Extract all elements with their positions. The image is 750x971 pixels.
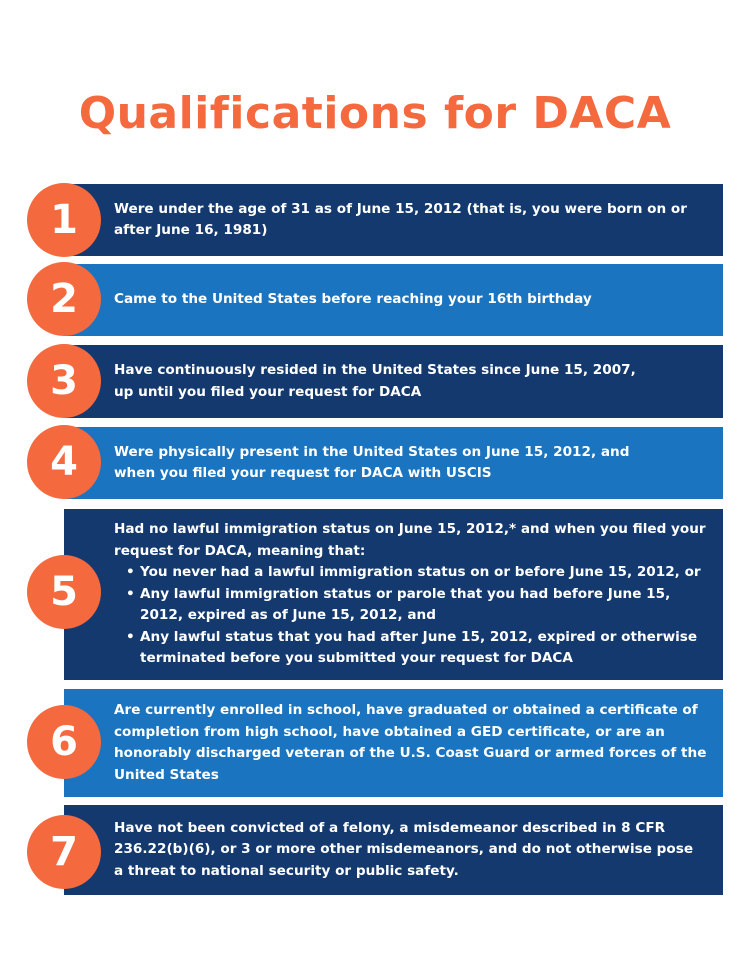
qualification-bullets xyxy=(114,562,709,670)
qualification-item-7 xyxy=(64,805,723,895)
number-badge-7: 7 xyxy=(27,815,101,889)
qualification-item-1 xyxy=(64,184,723,256)
number-badge-6: 6 xyxy=(27,705,101,779)
number-badge-3: 3 xyxy=(27,344,101,418)
number-badge-1: 1 xyxy=(27,183,101,257)
qualification-text: Have continuously resided in the United States since June 15, 2007, up until you filed your request for DACA xyxy=(114,362,636,400)
bullet-item: • You never had a lawful immigration status on or before June 15, 2012, or xyxy=(140,562,709,584)
number-badge-5: 5 xyxy=(27,555,101,629)
qualification-text: Have not been convicted of a felony, a misdemeanor described in 8 CFR 236.22(b)(6), or 3 or more other misdemeanors, and do not otherwise pose a threat to national security or public safety. xyxy=(114,819,694,879)
qualification-item-3 xyxy=(64,345,723,418)
number-badge-2: 2 xyxy=(27,262,101,336)
qualification-text: Had no lawful immigration status on June 15, 2012,* and when you filed your request for DACA, meaning that: xyxy=(114,521,706,559)
bullet-item: • Any lawful status that you had after June 15, 2012, expired or otherwise terminated before you submitted your request for DACA xyxy=(140,627,709,670)
bullet-item: • Any lawful immigration status or parole that you had before June 15, 2012, expired as of June 15, 2012, and xyxy=(140,584,709,627)
qualification-item-4 xyxy=(64,427,723,499)
qualification-text: Are currently enrolled in school, have graduated or obtained a certificate of completion from high school, have obtained a GED certificate, or are an honorably discharged veteran of the U.S. Coast Guard or armed forces of the United States xyxy=(114,702,707,783)
page-title: Qualifications for DACA xyxy=(78,88,672,139)
qualification-text: Were under the age of 31 as of June 15, 2012 (that is, you were born on or after June 16, 1981) xyxy=(114,200,687,238)
qualification-text: Came to the United States before reaching your 16th birthday xyxy=(114,291,592,308)
qualification-item-6 xyxy=(64,689,723,797)
qualification-body xyxy=(114,519,709,670)
qualification-item-5 xyxy=(64,509,723,680)
qualification-text: Were physically present in the United States on June 15, 2012, and when you filed your request for DACA with USCIS xyxy=(114,443,630,481)
number-badge-4: 4 xyxy=(27,425,101,499)
qualification-item-2 xyxy=(64,264,723,336)
